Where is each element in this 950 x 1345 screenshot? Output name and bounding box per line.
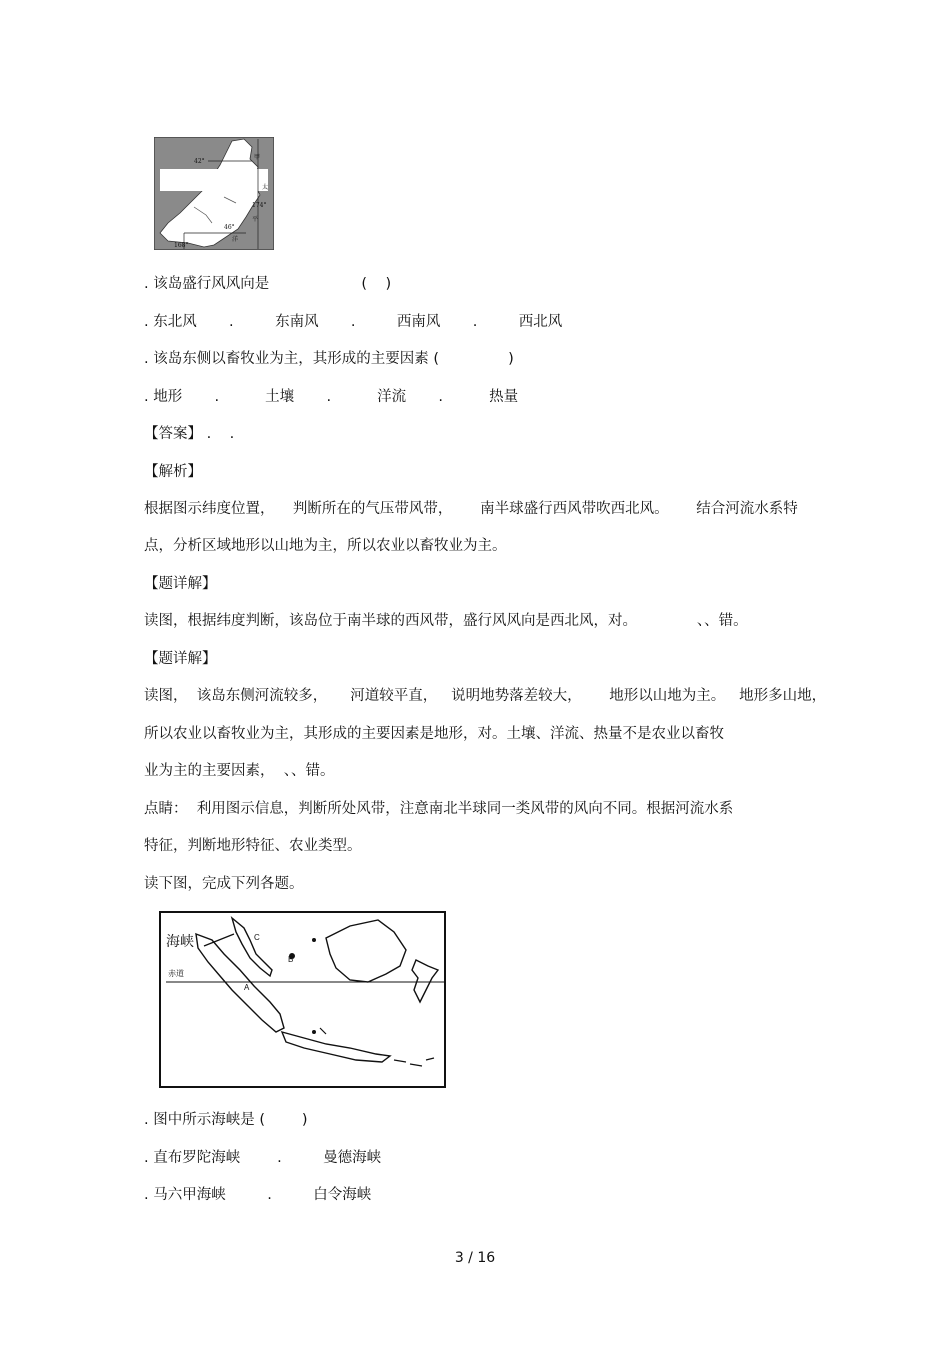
question-1-options: . 东北风 . 东南风 . 西南风 . 西北风 [144, 314, 563, 330]
analysis-text-line-2: 点，分析区域地形以山地为主，所以农业以畜牧业为主。 [144, 538, 507, 554]
detail-heading-1: 【题详解】 [144, 576, 217, 592]
analysis-heading: 【解析】 [144, 464, 202, 480]
strait-map-label-equator: 赤道 [168, 969, 184, 978]
tip-text-line-2: 特征，判断地形特征、农业类型。 [144, 838, 362, 854]
detail-text-2-line-1: 读图， 该岛东侧河流较多， 河道较平直， 说明地势落差较大， 地形以山地为主。 地形多山地， [144, 688, 827, 704]
question-3-options-row-1: . 直布罗陀海峡 . 曼德海峡 [144, 1150, 382, 1166]
tip-text-line-1: 点睛： 利用图示信息，判断所处风带，注意南北半球同一类风带的风向不同。根据河流水系 [144, 801, 734, 817]
detail-heading-2: 【题详解】 [144, 651, 217, 667]
strait-map-label-b: B [288, 955, 294, 964]
strait-map-frame [160, 912, 445, 1087]
strait-map-island-dot-2 [312, 938, 316, 942]
page-number: 3 / 16 [454, 1250, 496, 1266]
strait-map-label-c: C [254, 933, 260, 942]
question-2-stem: . 该岛东侧以畜牧业为主，其形成的主要因素 ( ) [144, 351, 514, 367]
island-map-label-tai: 太 [262, 184, 269, 191]
detail-text-1: 读图，根据纬度判断，该岛位于南半球的西风带，盛行风风向是西北风，对。 、、错。 [144, 613, 748, 629]
island-map-figure [154, 137, 274, 250]
detail-text-2-line-3: 业为主的主要因素， 、、错。 [144, 763, 335, 779]
island-map-label-lat46: 46° [224, 224, 235, 231]
island-map-label-lon168: 168° [174, 242, 189, 249]
island-map-label-box [160, 169, 268, 191]
strait-map-island-dot-3 [312, 1030, 316, 1034]
question-3-stem: . 图中所示海峡是 ( ) [144, 1112, 308, 1128]
strait-map-label-a: A [244, 983, 250, 992]
island-map-label-jia: 甲 [254, 154, 261, 161]
strait-map-figure [154, 910, 447, 1090]
detail-text-2-line-2: 所以农业以畜牧业为主，其形成的主要因素是地形，对。土壤、洋流、热量不是农业以畜牧 [144, 726, 724, 742]
question-1-stem: . 该岛盛行风风向是 ( ) [144, 276, 392, 292]
island-map-label-yang: 洋 [232, 236, 239, 243]
answer-heading: 【答案】 . . [144, 426, 235, 442]
island-map-label-ping: 平 [252, 216, 259, 223]
island-map-label-lat42: 42° [194, 158, 205, 165]
strait-map-label-strait: 海峡 [166, 933, 194, 949]
island-map-label-lon174: 174° [252, 202, 267, 209]
analysis-text-line-1: 根据图示纬度位置， 判断所在的气压带风带， 南半球盛行西风带吹西北风。 结合河流水系特 [144, 501, 798, 517]
question-3-options-row-2: . 马六甲海峡 . 白令海峡 [144, 1187, 372, 1203]
read-figure-instruction: 读下图，完成下列各题。 [144, 876, 304, 892]
question-2-options: . 地形 . 土壤 . 洋流 . 热量 [144, 389, 519, 405]
